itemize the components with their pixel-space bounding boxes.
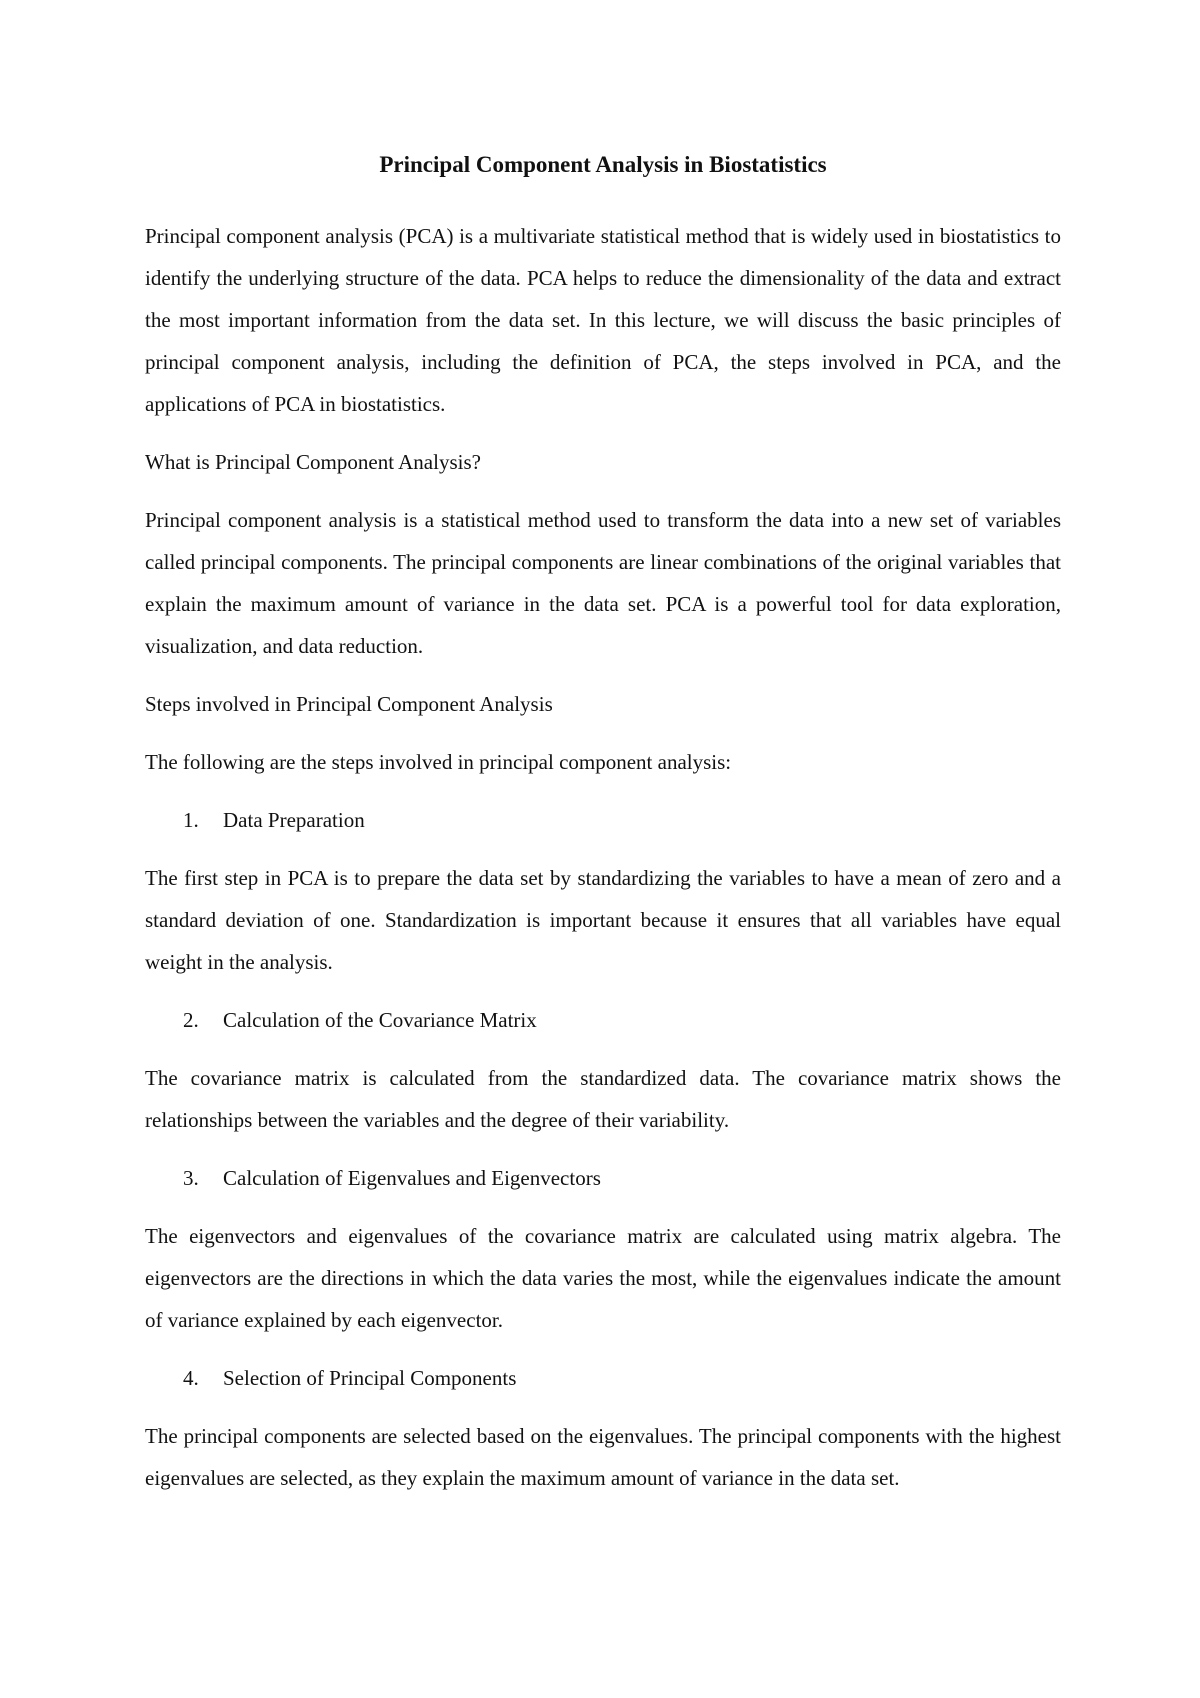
step-title: Calculation of the Covariance Matrix [223, 1008, 537, 1032]
step-title: Data Preparation [223, 808, 365, 832]
document-page [145, 140, 1061, 1499]
step-item-2 [145, 999, 1061, 1041]
step-paragraph-4: The principal components are selected based on the eigenvalues. The principal components with the highest eigenvalues are selected, as they explain the maximum amount of variance in the data set. [145, 1424, 1061, 1490]
step-title: Calculation of Eigenvalues and Eigenvectors [223, 1166, 601, 1190]
intro-paragraph: Principal component analysis (PCA) is a multivariate statistical method that is widely used in biostatistics to identify the underlying structure of the data. PCA helps to reduce the dimensionality of the data and extract the most important information from the data set. In this lecture, we will discuss the basic principles of principal component analysis, including the definition of PCA, the steps involved in PCA, and the applications of PCA in biostatistics. [145, 224, 1061, 416]
step-title: Selection of Principal Components [223, 1366, 517, 1390]
step-number: 3. [183, 1166, 199, 1190]
section-heading-what-is-pca: What is Principal Component Analysis? [145, 450, 481, 474]
section-paragraph-what-is-pca: Principal component analysis is a statistical method used to transform the data into a new set of variables called principal components. The principal components are linear combinations of the original variables that explain the maximum amount of variance in the data set. PCA is a powerful tool for data exploration, visualization, and data reduction. [145, 508, 1061, 658]
step-item-3 [145, 1157, 1061, 1199]
step-paragraph-2: The covariance matrix is calculated from the standardized data. The covariance matrix shows the relationships between the variables and the degree of their variability. [145, 1066, 1061, 1132]
document-title: Principal Component Analysis in Biostatistics [379, 152, 827, 177]
step-item-4 [145, 1357, 1061, 1399]
step-number: 2. [183, 1008, 199, 1032]
section-paragraph-steps-intro: The following are the steps involved in principal component analysis: [145, 750, 732, 774]
step-paragraph-1: The first step in PCA is to prepare the data set by standardizing the variables to have a mean of zero and a standard deviation of one. Standardization is important because it ensures that all variables have equal weight in the analysis. [145, 866, 1061, 974]
section-heading-steps: Steps involved in Principal Component Analysis [145, 692, 553, 716]
step-number: 1. [183, 808, 199, 832]
step-item-1 [145, 799, 1061, 841]
step-number: 4. [183, 1366, 199, 1390]
step-paragraph-3: The eigenvectors and eigenvalues of the covariance matrix are calculated using matrix algebra. The eigenvectors are the directions in which the data varies the most, while the eigenvalues indicate the amount of variance explained by each eigenvector. [145, 1224, 1061, 1332]
